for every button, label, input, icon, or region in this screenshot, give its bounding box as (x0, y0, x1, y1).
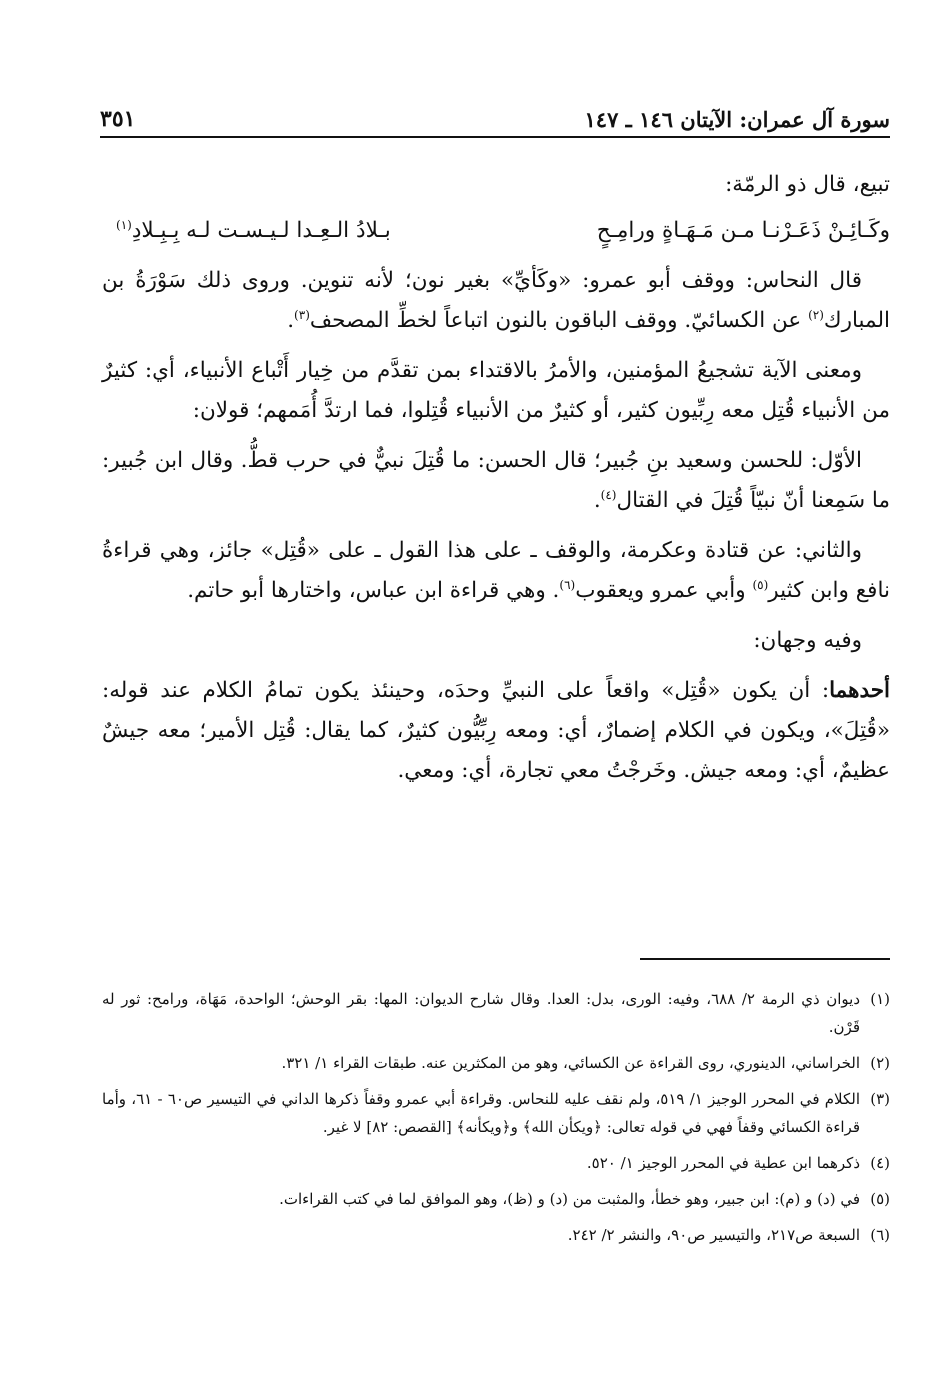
paragraph-5-text: والثاني: عن قتادة وعكرمة، والوقف ـ على هذا القول ـ على «قُتِل» جائز، وهي قراءةُ نافع وابن كثير (102, 538, 890, 603)
footnotes (102, 985, 890, 1257)
paragraph-5-text-b: وأبي عمرو ويعقوب (575, 578, 753, 603)
footnote-1 (102, 985, 890, 1041)
footnote-number: (٥) (870, 1190, 890, 1208)
footnote-ref-2: (٢) (808, 307, 824, 322)
footnote-ref-6: (٦) (559, 577, 576, 592)
footnote-divider (640, 958, 890, 960)
footnote-6 (102, 1221, 890, 1249)
page-number: ٣٥١ (100, 106, 136, 132)
footnote-3 (102, 1085, 890, 1141)
paragraph-7-text: : أن يكون «قُتِل» واقعاً على النبيِّ وحدَه، وحينئذ يكون تمامُ الكلام عند قوله: «قُتِلَ»، ويكون في الكلام إضمارٌ، أي: ومعه رِبِّيُّون كثيرٌ، كما يقال: قُتِل الأمير؛ معه جيشٌ عظيمٌ، أي: ومعه جيش. وخَرجْتُ معي تجارة، أي: ومعي. (102, 678, 890, 783)
paragraph-3: ومعنى الآية تشجيعُ المؤمنين، والأمرُ بالاقتداء بمن تقدَّم من خِيار أَتْباع الأنبياء، أي: كثيرٌ من الأنبياء قُتِل معه رِبِّيون كثير، أو كثيرٌ من الأنبياء قُتِلوا، فما ارتدَّ أُمَمهم؛ قولان: (102, 358, 890, 423)
footnote-ref-5: (٥) (752, 577, 769, 592)
footnote-text: الكلام في المحرر الوجيز ١/ ٥١٩، ولم نقف عليه للنحاس. وقراءة أبي عمرو وقفاً ذكرها الداني في التيسير ص٦٠ - ٦١، وأما قراءة الكسائي وقفاً فهي في قوله تعالى: ﴿ويكأن الله﴾ و﴿ويكأنه﴾ [القصص: ٨٢] لا غير. (102, 1090, 861, 1136)
footnote-ref-3: (٣) (294, 307, 310, 322)
paragraph-5 (102, 531, 890, 611)
footnote-ref-1: (١) (116, 217, 132, 232)
verse-second-text: بـلادُ الـعِـدا لـيـسـت لـه بِـبِـلادِ (131, 218, 391, 243)
verse-second-hemistich (116, 209, 391, 253)
verse-first-hemistich: وكَـائِـنْ ذَعَـرْنـا مـن مَـهَـاةٍ ورامِـحٍ (596, 218, 890, 243)
paragraph-5-end: . وهي قراءة ابن عباس، واختارها أبو حاتم. (187, 578, 560, 603)
paragraph-4-end: . (593, 488, 601, 513)
paragraph-2-text-b: عن الكسائيّ. ووقف الباقون بالنون اتباعاً لخطِّ المصحف (309, 308, 809, 333)
footnote-number: (٦) (870, 1226, 890, 1244)
footnote-5 (102, 1185, 890, 1213)
paragraph-4 (102, 441, 890, 521)
footnote-number: (١) (870, 990, 890, 1008)
footnote-number: (٢) (870, 1054, 890, 1072)
paragraph-2-end: . (287, 308, 295, 333)
paragraph-1: تبيع، قال ذو الرمّة: (725, 172, 890, 197)
paragraph-6: وفيه وجهان: (753, 628, 862, 653)
paragraph-7-lead: أحدهما (829, 678, 890, 703)
paragraph-2 (102, 261, 890, 341)
footnote-text: ديوان ذي الرمة ٢/ ٦٨٨، وفيه: الورى، بدل: العدا. وقال شارح الديوان: المها: بقر الوحش؛ الواحدة، مَهَاة، ورامح: ثور له قَرْن. (102, 990, 860, 1036)
poetry-verse (102, 209, 890, 253)
paragraph-4-text: الأوّل: للحسن وسعيد بنِ جُبير؛ قال الحسن: ما قُتِلَ نبيٌّ في حرب قطُّ. وقال ابن جُبير: ما سَمِعنا أنّ نبيّاً قُتِلَ في القتال (102, 448, 890, 513)
footnote-text: ذكرهما ابن عطية في المحرر الوجيز ١/ ٥٢٠. (586, 1154, 860, 1172)
footnote-2 (102, 1049, 890, 1077)
paragraph-2-text: قال النحاس: ووقف أبو عمرو: «وكَأيِّ» بغير نون؛ لأنه تنوين. وروى ذلك سَوْرَةُ بن المبارك (102, 268, 890, 333)
footnote-text: السبعة ص٢١٧، والتيسير ص٩٠، والنشر ٢/ ٢٤٢. (567, 1226, 860, 1244)
running-header (100, 92, 890, 138)
footnote-number: (٤) (870, 1154, 890, 1172)
footnote-text: في (د) و (م): ابن جبير، وهو خطأ، والمثبت من (د) و (ظ)، وهو الموافق لما في كتب القراءات. (279, 1190, 860, 1208)
header-title: سورة آل عمران: الآيتان ١٤٦ ـ ١٤٧ (584, 107, 890, 132)
footnote-ref-4: (٤) (600, 487, 617, 502)
paragraph-7 (102, 671, 890, 791)
footnote-number: (٣) (870, 1090, 891, 1108)
footnote-text: الخراساني، الدينوري، روى القراءة عن الكسائي، وهو من المكثرين عنه. طبقات القراء ١/ ٣٢١. (281, 1054, 860, 1072)
footnote-4 (102, 1149, 890, 1177)
main-text (102, 165, 890, 791)
